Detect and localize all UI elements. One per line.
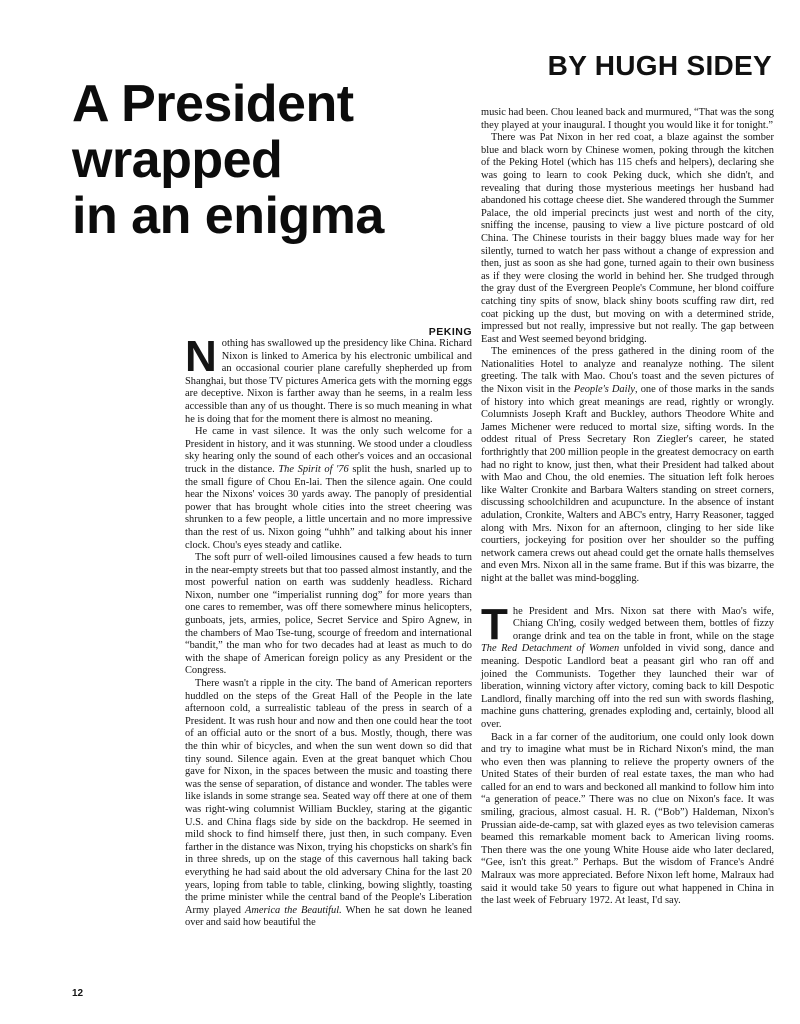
dateline: PEKING — [428, 326, 472, 338]
paragraph: There was Pat Nixon in her red coat, a blaze against the somber blue and black worn by Chinese women, poking through the kitchen of the Peking Hotel (which has 115 chefs and helpers), declaring she was going to learn to cook Peking duck, which she didn't, and revealing that during those mysterious meetings her husband had abandoned his cottage cheese diet. She wandered through the Summer Palace, the old imperial precincts just west and north of the city, sniffing the incense, pausing to view a live picture postcard of old China. The Chinese tourists in their baggy blues made way for her silently, turned to watch her pass without a change of expression and then, just as soon as she had gone, turned again to their own business as if they were closing the world in behind her. She trudged through the gray dust of the Evergreen People's Commune, her blond coiffure catching tiny spits of snow, black shiny boots scuffing raw dirt, red coat picking up the dust, but moving on with a determined stride, impressed but not really, impressive but not really. The gap between East and West seemed beyond bridging. — [481, 132, 774, 345]
paragraph-text: When he sat down he leaned over and said how beautiful the — [185, 904, 473, 929]
byline: BY HUGH SIDEY — [547, 50, 772, 81]
paragraph-text: The eminences of the press gathered in the dining room of the Nationalities Hotel to analyze and reanalyze nothing. The silent greeting. The talk with Mao. Chou's toast and the seven pictures of the Nixon visit in the — [481, 346, 774, 396]
headline-line-2: wrapped — [72, 131, 283, 189]
italic-title: America the Beautiful. — [245, 904, 342, 916]
right-column — [481, 107, 774, 908]
italic-title: The Red Detachment of Women — [481, 643, 620, 655]
paragraph-text: There wasn't a ripple in the city. The band of American reporters huddled on the steps of the Great Hall of the People in the late afternoon cold, a surrealistic tableau of the press in search of a President. It was rush hour and now and then one could hear the toot of an official auto or the snort of a bus. Mostly, though, there was the thin whir of bicycles, and when the sun went down so did that tiny sound. Silence again. Even at the great banquet which Chou gave for Nixon, in the spaces between the music and toasting there was the sense of separation, of distance and wonder. The tables were like islands in some strange sea. Seated way off there at one of them was right-wing columnist William Buckley, staring at the gigantic U.S. and China flags side by side on the backdrop. He seemed in mild shock to find himself there, just then, in such company. Even farther in the distance was Nixon, trying his chopsticks on shark's fin in three shreds, up on the stage of this cavernous hall taking back everything he had said about the old adversary China for the last 20 years, loping from table to table, clinking, bowing slightly, toasting the prime minister while the central band of the People's Liberation Army played — [185, 678, 472, 916]
headline-line-1: A President — [72, 75, 354, 133]
paragraph: music had been. Chou leaned back and murmured, “That was the song they played at your inaugural. I thought you would like it for tonight.” — [481, 107, 774, 131]
drop-cap: T — [481, 599, 508, 649]
paragraph — [481, 599, 775, 732]
paragraph — [185, 678, 472, 930]
paragraph — [185, 426, 472, 552]
paragraph — [481, 346, 774, 585]
drop-cap: N — [185, 332, 217, 381]
italic-title: The Spirit of '76 — [278, 463, 349, 475]
paragraph-text: othing has swallowed up the presidency like China. Richard Nixon is linked to America by his electronic umbilical and an occasional courier plane carefully shepherded up from Shanghai, but those TV pictures America gets with the morning eggs are deceptive. Nixon is farther away than he seems, in a realm less accessible than any of us thought. There is so much meaning in what he is doing that for the moment there is almost no meaning. — [185, 338, 472, 425]
paragraph-text: unfolded in vivid song, dance and meaning. Despotic Landlord beat a peasant girl who ran off and joined the Communists. Together they launched their war of liberation, winning victory after victory, coming back to kill Despotic Landlord, finally marching off into the red sun with swords flashing, machine guns chattering, grenades exploding and, certainly, blood all over. — [481, 643, 775, 730]
paragraph: The soft purr of well-oiled limousines caused a few heads to turn in the near-empty streets but that too passed almost instantly, and the most powerful nation on earth was suddenly headless. Richard Nixon, number one “imperialist running dog” for more years than one cares to remember, was off there somewhere minus helicopters, gunboats, jets, armies, police, Secret Service and Spiro Agnew, in the chambers of Mao Tse-tung, scourge of freedom and international “bandit,” the man who for two decades had at least as much to do with the shape of American foreign policy as any President or the Congress. — [185, 552, 472, 677]
paragraph-text: , one of those marks in the sands of history into which great meanings are read, rightly or wrongly. Columnists Joseph Kraft and Buckley, authors Theodore White and James Michener were reduced to mortal size, sifting words. In the oddest ritual of Press Secretary Ron Ziegler's career, he stated forthrightly that 200 million people in the greatest democracy on earth had no right to know, just then, what their President had talked about with Mao and Chou, the old enemies. The situation left folk heroes like Walter Cronkite and Barbara Walters standing on street corners, discussing schoolchildren and acupuncture. In the absence of instant adulation, Cronkite, Walters and ABC's entry, Harry Reasoner, tagged along with Mrs. Nixon for an afternoon, clinging to her side like courtiers, jockeying for position over her shoulder so the puffing network camera crews out ahead could get the ornate halls themselves and even Mrs. Nixon all in the same frame. But if this was bizarre, the night at the ballet was mind-boggling. — [481, 384, 774, 584]
section-break — [481, 586, 774, 606]
paragraph: Back in a far corner of the auditorium, one could only look down and try to imagine what must be in Richard Nixon's mind, the man who even then was planning to relieve the property owners of the United States of their burden of real estate taxes, the man who had called for an end to wars and beckoned all mankind to follow him into “a generation of peace.” There was no clue on Nixon's face. It was smiling, gracious, almost casual. H. R. (“Bob”) Haldeman, Nixon's Prussian aide-de-camp, sat with glazed eyes as two television cameras beamed this remarkable moment back to American living rooms. Then there was the one young White House aide who later declared, “Gee, isn't this great.” Perhaps. But the wisdom of France's André Malraux was more appreciated. Before Nixon left home, Malraux had said it would take 50 years to figure out what happened in China in the last week of February 1972. At least, I'd say. — [481, 731, 774, 907]
paragraph-text: split the hush, snarled up to the small figure of Chou En-lai. Then the silence again. One could hear the Nixons' voices 30 yards away. The panoply of presidential power that has brought whole cities into the street cheering was shrunken to a few people, a little uncertain and no more impressive than the rest of us. Nixon going “uhhh” and talking about his inner clock. Chou's eyes steady and catlike. — [185, 463, 473, 551]
italic-title: People's Daily — [573, 384, 636, 396]
paragraph-text: he President and Mrs. Nixon sat there with Mao's wife, Chiang Ch'ing, cosily wedged between them, bottles of fizzy orange drink and tea on the table in front, while on the stage — [512, 605, 774, 642]
paragraph-text: He came in vast silence. It was the only such welcome for a President in history, and it was stunning. We stood under a cloudless sky hearing only the sound of each other's voices and an occasional truck in the distance. — [185, 426, 472, 475]
left-column — [185, 326, 472, 930]
page-number: 12 — [72, 988, 84, 999]
headline — [72, 76, 492, 244]
headline-line-3: in an enigma — [72, 187, 384, 245]
